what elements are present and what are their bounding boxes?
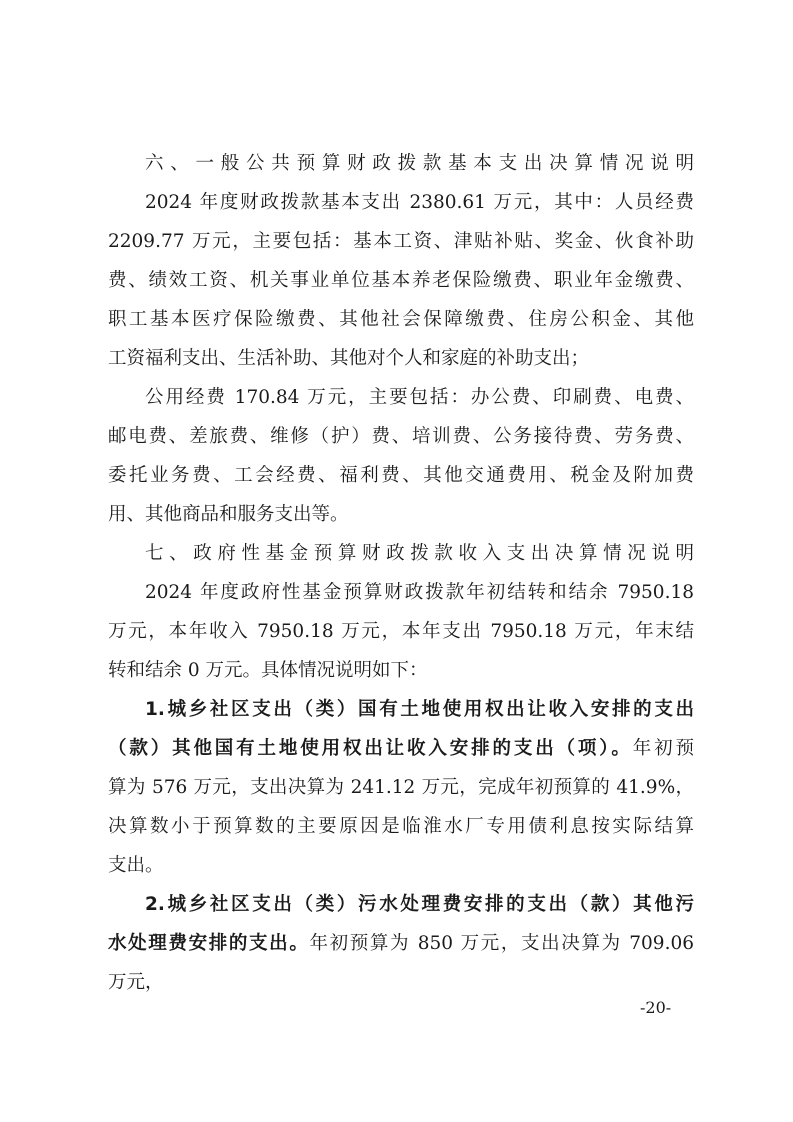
item-1-text: 年初预 — [632, 738, 694, 759]
paragraph-line: 费、绩效工资、机关事业单位基本养老保险缴费、职业年金缴费、 — [108, 270, 694, 291]
paragraph-line: 2024 年度政府性基金预算财政拨款年初结转和结余 7950.18 — [145, 582, 694, 603]
paragraph-line: 万元， — [108, 972, 164, 993]
item-1-title-cont: （款）其他国有土地使用权出让收入安排的支出（项）。 — [108, 738, 633, 759]
paragraph-line: 转和结余 0 万元。具体情况说明如下： — [108, 660, 428, 681]
page-number: -20- — [640, 998, 672, 1017]
paragraph-line: 邮电费、差旅费、维修（护）费、培训费、公务接待费、劳务费、 — [108, 426, 694, 447]
paragraph-line: 决算数小于预算数的主要原因是临淮水厂专用债利息按实际结算 — [108, 816, 694, 837]
paragraph-line: 万元，本年收入 7950.18 万元，本年支出 7950.18 万元，年末结 — [108, 621, 694, 642]
paragraph-line: 工资福利支出、生活补助、其他对个人和家庭的补助支出； — [108, 348, 590, 369]
item-2-title: 2.城乡社区支出（类）污水处理费安排的支出（款）其他污 — [145, 894, 694, 915]
paragraph-line: 委托业务费、工会经费、福利费、其他交通费用、税金及附加费 — [108, 465, 694, 486]
paragraph-line: 用、其他商品和服务支出等。 — [108, 504, 349, 525]
item-2-title-cont: 水处理费安排的支出。 — [108, 933, 310, 954]
item-2-line — [108, 924, 694, 963]
paragraph-line: 2024 年度财政拨款基本支出 2380.61 万元，其中：人员经费 — [145, 192, 694, 213]
paragraph-line: 2209.77 万元，主要包括：基本工资、津贴补贴、奖金、伙食补助 — [108, 231, 694, 252]
paragraph-line: 算为 576 万元，支出决算为 241.12 万元，完成年初预算的 41.9%， — [108, 777, 694, 798]
paragraph-line: 职工基本医疗保险缴费、其他社会保障缴费、住房公积金、其他 — [108, 309, 694, 330]
item-1-title: 1.城乡社区支出（类）国有土地使用权出让收入安排的支出 — [145, 699, 694, 720]
paragraph-line: 支出。 — [108, 855, 164, 876]
item-1-line — [108, 729, 694, 768]
section-6-heading: 六、一般公共预算财政拨款基本支出决算情况说明 — [145, 153, 694, 174]
section-7-heading: 七、政府性基金预算财政拨款收入支出决算情况说明 — [145, 543, 694, 564]
paragraph-line: 公用经费 170.84 万元，主要包括：办公费、印刷费、电费、 — [145, 387, 694, 408]
document-page — [108, 144, 694, 1002]
item-2-text: 年初预算为 850 万元，支出决算为 709.06 — [309, 933, 694, 954]
